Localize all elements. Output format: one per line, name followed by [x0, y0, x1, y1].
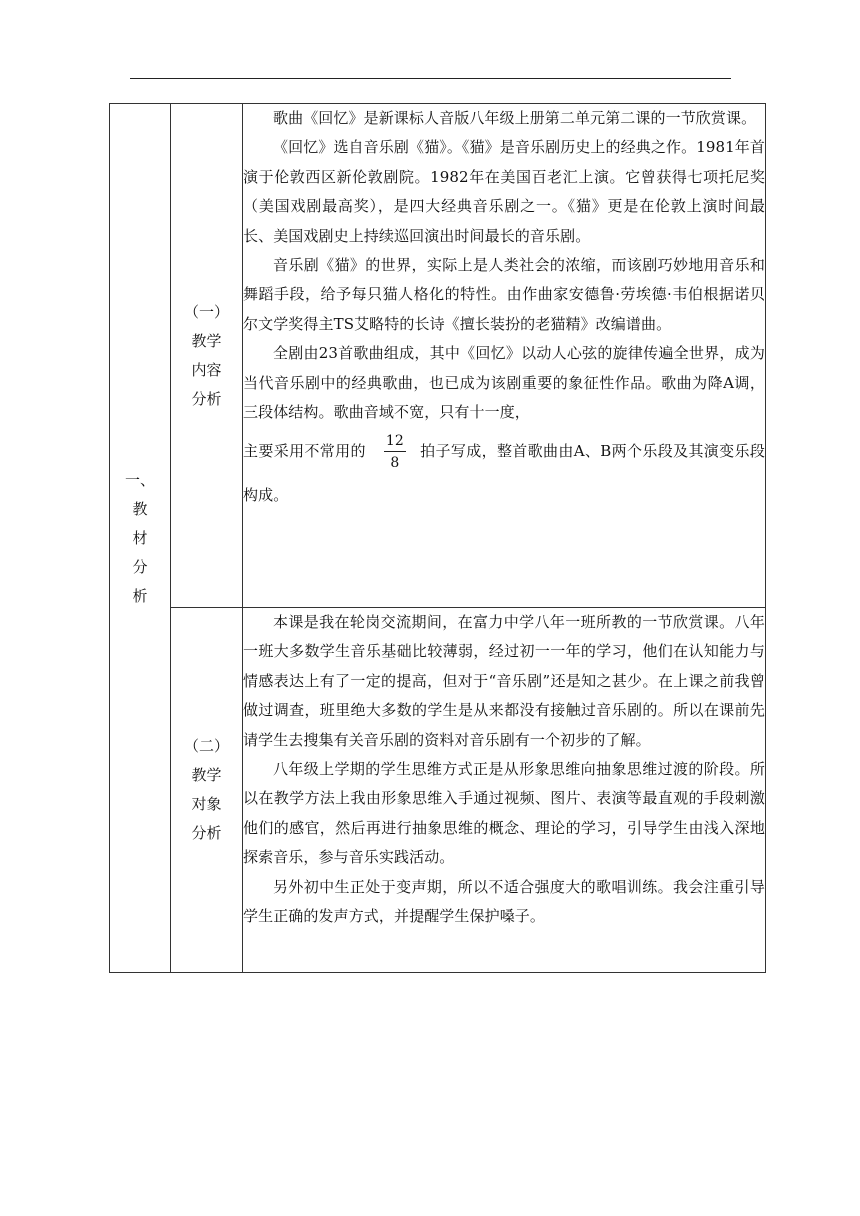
- analysis-table: [109, 103, 766, 973]
- meter-text-after: 拍子写成，整首歌曲由A、B两个乐段及其演变乐段构成。: [243, 442, 765, 505]
- meter-paragraph: [243, 429, 765, 517]
- part1-label-line: 分析: [191, 389, 222, 408]
- part2-label: [171, 608, 243, 973]
- part2-label-line: 对象: [191, 795, 222, 813]
- time-signature-denominator: 8: [390, 455, 400, 472]
- paragraph: 歌曲《回忆》是新课标人音版八年级上册第二单元第二课的一节欣赏课。: [273, 109, 757, 127]
- header-rule: [130, 78, 731, 79]
- section-label-line: 教: [132, 499, 148, 518]
- part2-content: [243, 608, 766, 973]
- part2-label-line: 教学: [191, 766, 222, 784]
- section-label-line: 一、: [124, 470, 155, 489]
- part1-label-line: 内容: [191, 360, 222, 379]
- part1-label-line: 教学: [191, 331, 222, 350]
- meter-text-before: 主要采用不常用的: [243, 442, 366, 461]
- paragraph: 音乐剧《猫》的世界，实际上是人类社会的浓缩，而该剧巧妙地用音乐和舞蹈手段，给予每只猫人格化的特性。由作曲家安德鲁·劳埃德·韦伯根据诺贝尔文学奖得主TS艾略特的长诗《擅长装扮的老猫精》改编谱曲。: [243, 256, 765, 333]
- paragraph: 本课是我在轮岗交流期间，在富力中学八年一班所教的一节欣赏课。八年一班大多数学生音乐基础比较薄弱，经过初一一年的学习，他们在认知能力与情感表达上有了一定的提高，但对于“音乐剧”还是知之甚少。在上课之前我曾做过调查，班里绝大多数的学生是从来都没有接触过音乐剧的。所以在课前先请学生去搜集有关音乐剧的资料对音乐剧有一个初步的了解。: [243, 613, 765, 749]
- time-signature-fraction: [384, 434, 406, 470]
- table-row: [110, 104, 766, 608]
- section-label: [110, 104, 171, 973]
- section-label-line: 析: [132, 586, 148, 605]
- part1-content: [243, 104, 766, 608]
- section-label-line: 分: [132, 557, 148, 576]
- paragraph: 《回忆》选自音乐剧《猫》。《猫》是音乐剧历史上的经典之作。1981年首演于伦敦西区新伦敦剧院。1982年在美国百老汇上演。它曾获得七项托尼奖（美国戏剧最高奖），是四大经典音乐剧之一。《猫》更是在伦敦上演时间最长、美国戏剧史上持续巡回演出时间最长的音乐剧。: [243, 138, 765, 245]
- paragraph: 全剧由23首歌曲组成，其中《回忆》以动人心弦的旋律传遍全世界，成为当代音乐剧中的经典歌曲，也已成为该剧重要的象征性作品。歌曲为降A调，三段体结构。歌曲音域不宽，只有十一度，: [243, 344, 765, 422]
- part2-label-line: 分析: [191, 824, 222, 842]
- part1-label: [171, 104, 243, 608]
- time-signature-numerator: 12: [384, 434, 406, 452]
- paragraph: 八年级上学期的学生思维方式正是从形象思维向抽象思维过渡的阶段。所以在教学方法上我由形象思维入手通过视频、图片、表演等最直观的手段刺激他们的感官，然后再进行抽象思维的概念、理论的学习，引导学生由浅入深地探索音乐，参与音乐实践活动。: [243, 760, 765, 867]
- table-row: [110, 608, 766, 973]
- paragraph: 另外初中生正处于变声期，所以不适合强度大的歌唱训练。我会注重引导学生正确的发声方式，并提醒学生保护嗓子。: [243, 877, 765, 926]
- part2-label-line: （二）: [183, 737, 229, 755]
- section-label-line: 材: [132, 528, 148, 547]
- part1-label-line: （一）: [183, 302, 229, 321]
